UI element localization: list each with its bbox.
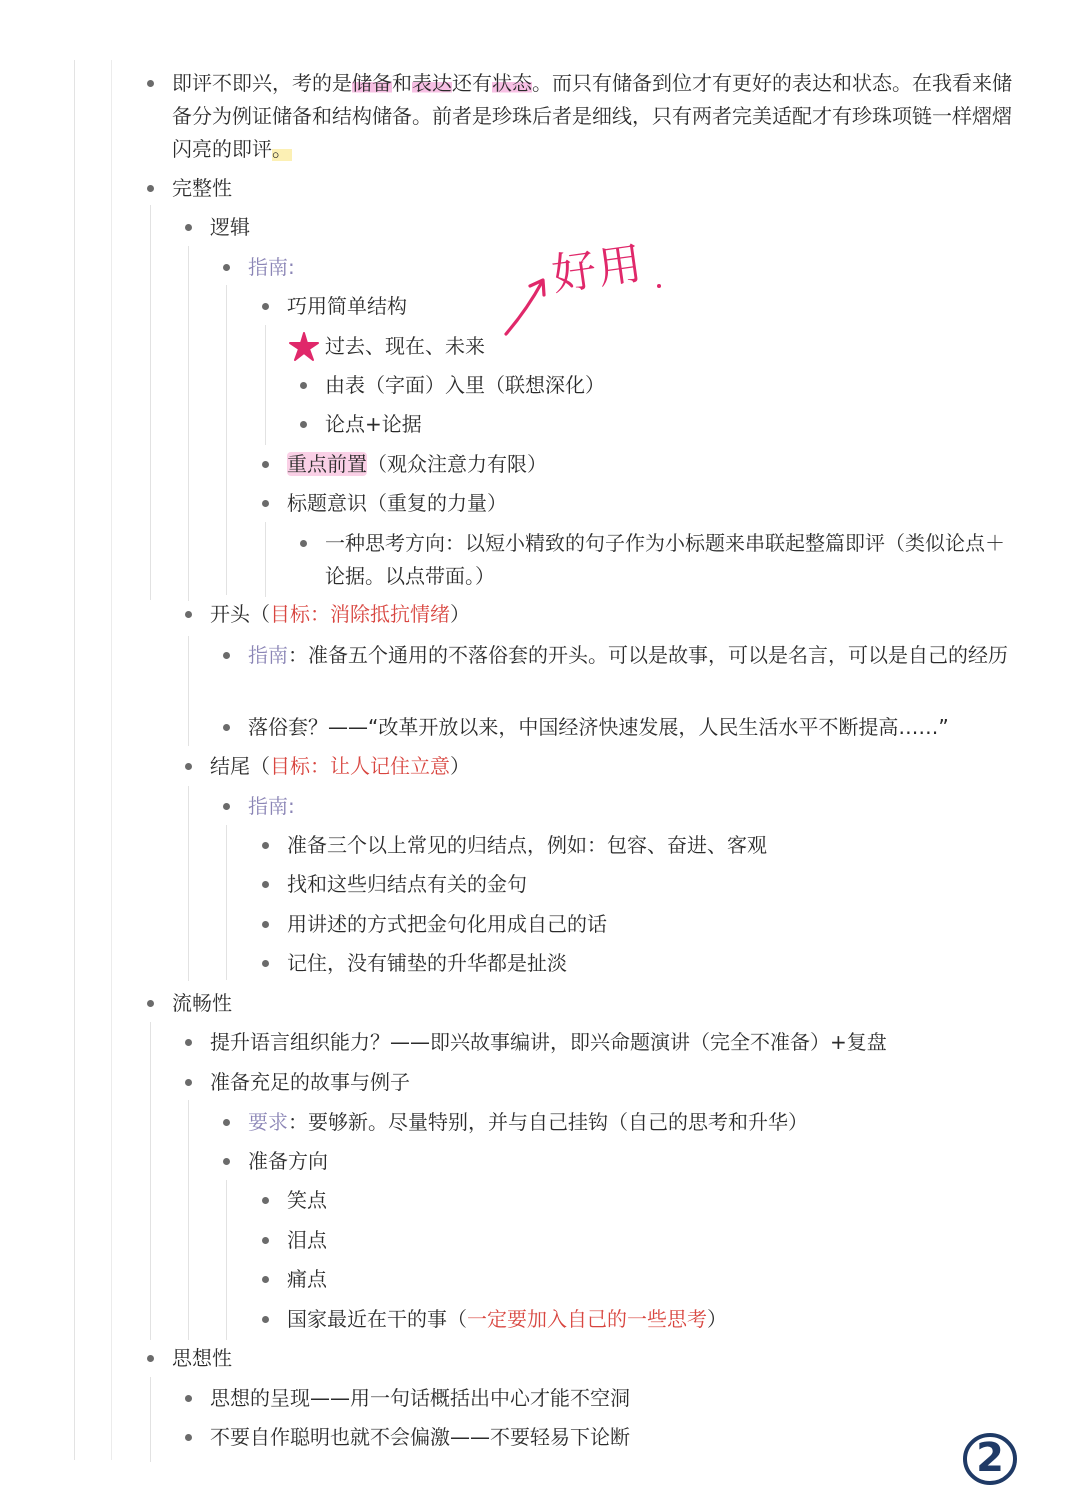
text-run: 不要自作聪明也就不会偏激——不要轻易下论断 (210, 1425, 630, 1449)
indent-guide (265, 325, 266, 445)
text-run: 泪点 (287, 1228, 327, 1252)
text-run: 储备 (352, 71, 392, 95)
text-run: 。 (272, 137, 292, 161)
text-run: 目标：让人记住立意 (270, 754, 450, 778)
text-run: 目标：消除抵抗情绪 (270, 602, 450, 626)
hand-arrow (500, 270, 560, 340)
text-run: 流畅性 (172, 991, 232, 1015)
handwritten-note: 好用 (548, 237, 648, 302)
text-run: 巧用简单结构 (287, 294, 407, 318)
list-item-fluency (172, 987, 232, 1020)
indent-guide (188, 636, 189, 746)
text-run: 思想性 (172, 1346, 232, 1370)
list-item-argument-evidence (325, 408, 422, 441)
text-run: 状态 (492, 71, 532, 95)
list-item-language-ability (210, 1026, 887, 1059)
indent-guide (265, 522, 266, 597)
bullet-dot (147, 185, 154, 192)
text-run: 用讲述的方式把金句化用成自己的话 (287, 912, 607, 936)
indent-guide (226, 285, 227, 595)
indent-guide (226, 825, 227, 980)
list-item-own-words (287, 908, 607, 941)
bullet-dot (262, 1197, 269, 1204)
bullet-dot (185, 1079, 192, 1086)
list-item-completeness (172, 172, 232, 205)
bullet-dot (185, 611, 192, 618)
list-item-ending (210, 750, 470, 783)
bullet-dot (300, 540, 307, 547)
list-item-stories-examples (210, 1066, 410, 1099)
text-run: 完整性 (172, 176, 232, 200)
bullet-dot (262, 960, 269, 967)
bullet-dot (262, 500, 269, 507)
list-item-conclusion-points (287, 829, 767, 862)
list-item-laugh (287, 1184, 327, 1217)
indent-guide (188, 1100, 189, 1340)
list-item-past-present-future (325, 330, 485, 363)
bullet-dot (185, 1434, 192, 1441)
text-run: ：准备五个通用的不落俗套的开头。可以是故事，可以是名言，可以是自己的经历 (288, 643, 1008, 667)
text-run: 结尾（ (210, 754, 270, 778)
text-run: 还有 (452, 71, 492, 95)
text-run: （观众注意力有限） (367, 452, 547, 476)
bullet-dot (147, 80, 154, 87)
bullet-dot (262, 921, 269, 928)
bullet-dot (147, 1000, 154, 1007)
text-run: 开头（ (210, 602, 270, 626)
bullet-dot (147, 1355, 154, 1362)
text-run: 记住，没有铺垫的升华都是扯淡 (287, 951, 567, 975)
text-run: ） (450, 754, 470, 778)
list-item-opening (210, 598, 470, 631)
bullet-dot (262, 1237, 269, 1244)
text-run: 笑点 (287, 1188, 327, 1212)
bullet-dot (185, 1039, 192, 1046)
text-run: 一定要加入自己的一些思考 (467, 1307, 707, 1331)
text-run: 标题意识（重复的力量） (287, 491, 507, 515)
page-edge-line (111, 60, 112, 1460)
text-run: 表达 (412, 71, 452, 95)
bullet-dot (262, 1276, 269, 1283)
text-run: ） (707, 1307, 727, 1331)
text-run: 即评不即兴，考的是 (172, 71, 352, 95)
text-run: ） (450, 602, 470, 626)
list-item-intro (172, 67, 1012, 166)
text-run: 过去、现在、未来 (325, 334, 485, 358)
list-item-opening-guide (248, 639, 1018, 672)
star-mark-icon (286, 330, 322, 364)
list-item-remember (287, 947, 567, 980)
indent-guide (150, 1377, 151, 1462)
text-run: 落俗套？——“改革开放以来，中国经济快速发展，人民生活水平不断提高……” (248, 715, 949, 739)
list-item-ending-guide (248, 790, 295, 823)
text-run: 找和这些归结点有关的金句 (287, 872, 527, 896)
list-item-thinking-direction (325, 527, 1015, 593)
bullet-dot (185, 1395, 192, 1402)
bullet-dot (185, 224, 192, 231)
text-run: 重点前置 (287, 452, 367, 476)
bullet-dot (262, 303, 269, 310)
bullet-dot (185, 763, 192, 770)
list-item-national-affairs (287, 1303, 727, 1336)
bullet-dot (262, 842, 269, 849)
list-item-logic-guide (248, 251, 295, 284)
bullet-dot (223, 264, 230, 271)
list-item-requirement (248, 1106, 808, 1139)
indent-guide (150, 205, 151, 600)
text-run: 指南 (248, 643, 288, 667)
text-run: 逻辑 (210, 215, 250, 239)
text-run: ：要够新。尽量特别，并与自己挂钩（自己的思考和升华） (288, 1110, 808, 1134)
list-item-logic (210, 211, 250, 244)
text-run: 痛点 (287, 1267, 327, 1291)
bullet-dot (262, 881, 269, 888)
text-run: 一种思考方向：以短小精致的句子作为小标题来串联起整篇即评（类似论点＋论据。以点带面。） (325, 531, 1005, 588)
list-item-title-awareness (287, 487, 507, 520)
text-run: 准备三个以上常见的归结点，例如：包容、奋进、客观 (287, 833, 767, 857)
indent-guide (226, 1180, 227, 1340)
bullet-dot (223, 803, 230, 810)
list-item-key-point-first (287, 448, 547, 481)
list-item-presentation (210, 1382, 630, 1415)
indent-guide (188, 246, 189, 601)
page-edge-line (74, 60, 75, 1460)
text-run: 。而只有储备到位才有更好的表达和状态。在我看来储备分为例证储备和结构储备。前者是珍珠后者是细线，只有两者完美适配才有珍珠项链一样熠熠闪亮的即评 (172, 71, 1012, 161)
text-run: 指南: (248, 255, 295, 279)
text-run: 和 (392, 71, 412, 95)
list-item-cliche (248, 711, 949, 744)
text-run: 论点+论据 (325, 412, 422, 436)
list-item-simple-structure (287, 290, 407, 323)
list-item-pain (287, 1263, 327, 1296)
page-number: 2 (976, 1435, 1004, 1481)
bullet-dot (300, 382, 307, 389)
list-item-no-bias (210, 1421, 630, 1454)
bullet-dot (223, 1158, 230, 1165)
text-run: 指南: (248, 794, 295, 818)
bullet-dot (262, 1316, 269, 1323)
text-run: 由表（字面）入里（联想深化） (325, 373, 605, 397)
text-run: 思想的呈现——用一句话概括出中心才能不空洞 (210, 1386, 630, 1410)
list-item-tear (287, 1224, 327, 1257)
text-run: 提升语言组织能力？——即兴故事编讲，即兴命题演讲（完全不准备）+复盘 (210, 1030, 887, 1054)
list-item-surface-to-depth (325, 369, 605, 402)
text-run: 要求 (248, 1110, 288, 1134)
text-run: 国家最近在干的事（ (287, 1307, 467, 1331)
bullet-dot (223, 724, 230, 731)
list-item-golden-quotes (287, 868, 527, 901)
text-run: 准备方向 (248, 1149, 328, 1173)
list-item-prep-direction (248, 1145, 328, 1178)
bullet-dot (223, 652, 230, 659)
indent-guide (188, 786, 189, 981)
list-item-thoughtfulness (172, 1342, 232, 1375)
bullet-dot (262, 461, 269, 468)
indent-guide (150, 1022, 151, 1340)
bullet-dot (223, 1119, 230, 1126)
hand-dot (657, 284, 661, 288)
bullet-dot (300, 421, 307, 428)
text-run: 准备充足的故事与例子 (210, 1070, 410, 1094)
